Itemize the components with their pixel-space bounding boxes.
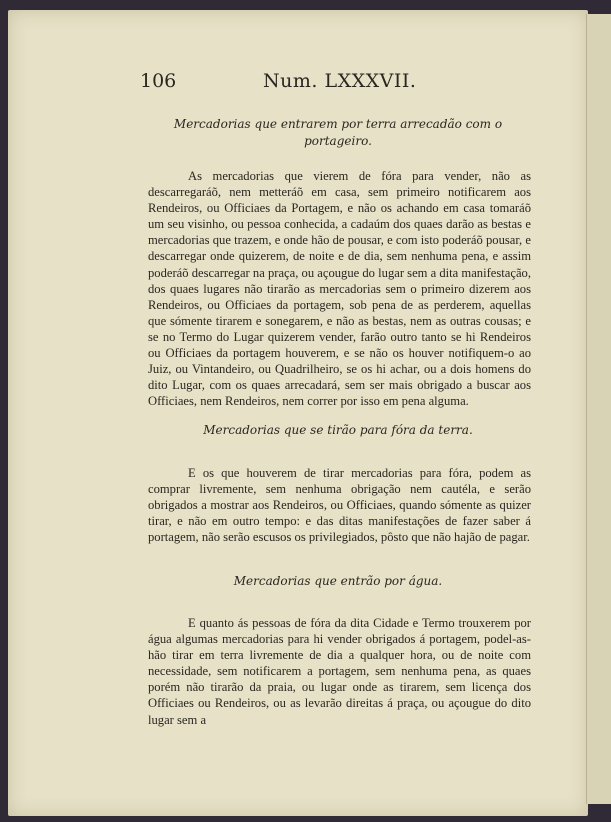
page-header	[8, 62, 588, 92]
section-heading-water: Mercadorias que entrão por água.	[233, 574, 443, 588]
section-paragraph-export: E os que houverem de tirar mercadorias para fóra, podem as comprar livremente, sem nenhuma obrigação nem cautéla, e serão obrigados a mostrar aos Rendeiros, ou Officiaes, quando sómente as quizer tirar, e não em outro tempo: e das ditas manifestações de fazer saber á portagem, não serão escusos os privilegiados, pôsto que não hajão de pagar.	[148, 466, 531, 545]
section-paragraph-land: As mercadorias que vierem de fóra para vender, não as descarregaráõ, nem metteráõ em casa, sem primeiro notificarem aos Rendeiros, ou Officiaes da Portagem, e não os achando em casa tomaráõ um seu visinho, ou pessoa conhecida, a cadaúm dos quaes darão as bestas e mercadorias que trazem, e onde hão de pousar, e com isto poderáõ pousar, e descarregar onde quizerem, de noite e de dia, sem nenhuma pena, e assim poderáõ descarregar na praça, ou açougue do lugar sem a dita manifestação, dos quaes lugares não tirarão as mercadorias sem o primeiro dizerem aos Rendeiros, ou Officiaes da portagem, sob pena de as perderem, aquellas que sómente tirarem e sonegarem, e não as bestas, nem as outras cousas; e se no Termo do Lugar quizerem vender, farão outro tanto se hi Rendeiros ou Officiaes da portagem houverem, e se não os houver notifiquem-o ao Juiz, ou Vintandeiro, ou Quadrilheiro, se os hi achar, ou a dois homens do dito Lugar, com os quaes arrecadará, sem ser mais obrigado a buscar aos Officiaes, nem Rendeiros, nem correr por isso em pena alguma.	[148, 169, 531, 409]
section-heading-export: Mercadorias que se tirão para fóra da terra.	[203, 423, 473, 437]
section-paragraph-water: E quanto ás pessoas de fóra da dita Cidade e Termo trouxerem por água algumas mercadorias para hi vender obrigados á portagem, podel-as-hão tirar em terra livremente de dia a qualquer hora, ou de noite com necessidade, sem notificarem a portagem, sem nenhuma pena, as quaes porém não tirarão da praia, ou lugar onde as tirarem, sem licença dos Officiaes ou Rendeiros, ou as levarão direitas á praça, ou açougue do dito lugar sem a	[148, 616, 531, 727]
page-number: 106	[140, 70, 177, 92]
running-title: Num. LXXXVII.	[263, 70, 417, 92]
facing-page-edge	[586, 14, 611, 804]
section-heading-land: Mercadorias que entrarem por terra arrecadão com o portageiro.	[173, 117, 503, 148]
book-page	[8, 10, 588, 816]
